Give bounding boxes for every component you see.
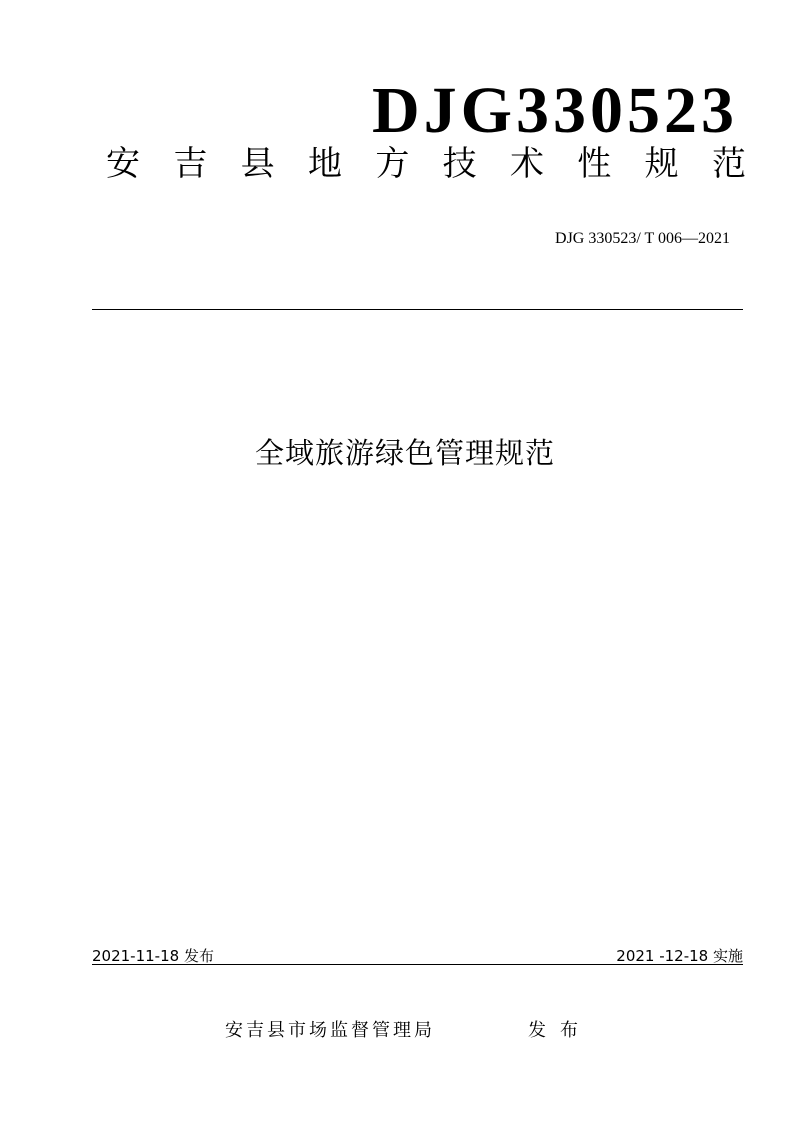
category-char: 性: [577, 144, 612, 184]
category-char: 地: [307, 144, 342, 184]
category-char: 吉: [173, 144, 208, 184]
publisher-name: 安吉县市场监督管理局: [225, 1020, 435, 1041]
document-title: 全域旅游绿色管理规范: [254, 436, 555, 470]
category-char: 范: [711, 144, 746, 184]
standard-category-heading: [106, 146, 746, 183]
effective-date: 2021 -12-18 实施: [616, 947, 743, 965]
category-char: 方: [375, 144, 410, 184]
publish-label: 发布: [528, 1020, 592, 1041]
standard-number: DJG 330523/ T 006—2021: [555, 230, 730, 247]
category-char: 规: [644, 144, 679, 184]
category-char: 县: [240, 144, 275, 184]
category-char: 术: [509, 144, 544, 184]
top-divider: [92, 309, 743, 310]
bottom-divider: [92, 964, 743, 965]
standard-code-heading: DJG330523: [372, 74, 738, 147]
issue-date: 2021-11-18 发布: [92, 947, 214, 965]
category-char: 安: [106, 144, 140, 184]
category-char: 技: [442, 144, 477, 184]
